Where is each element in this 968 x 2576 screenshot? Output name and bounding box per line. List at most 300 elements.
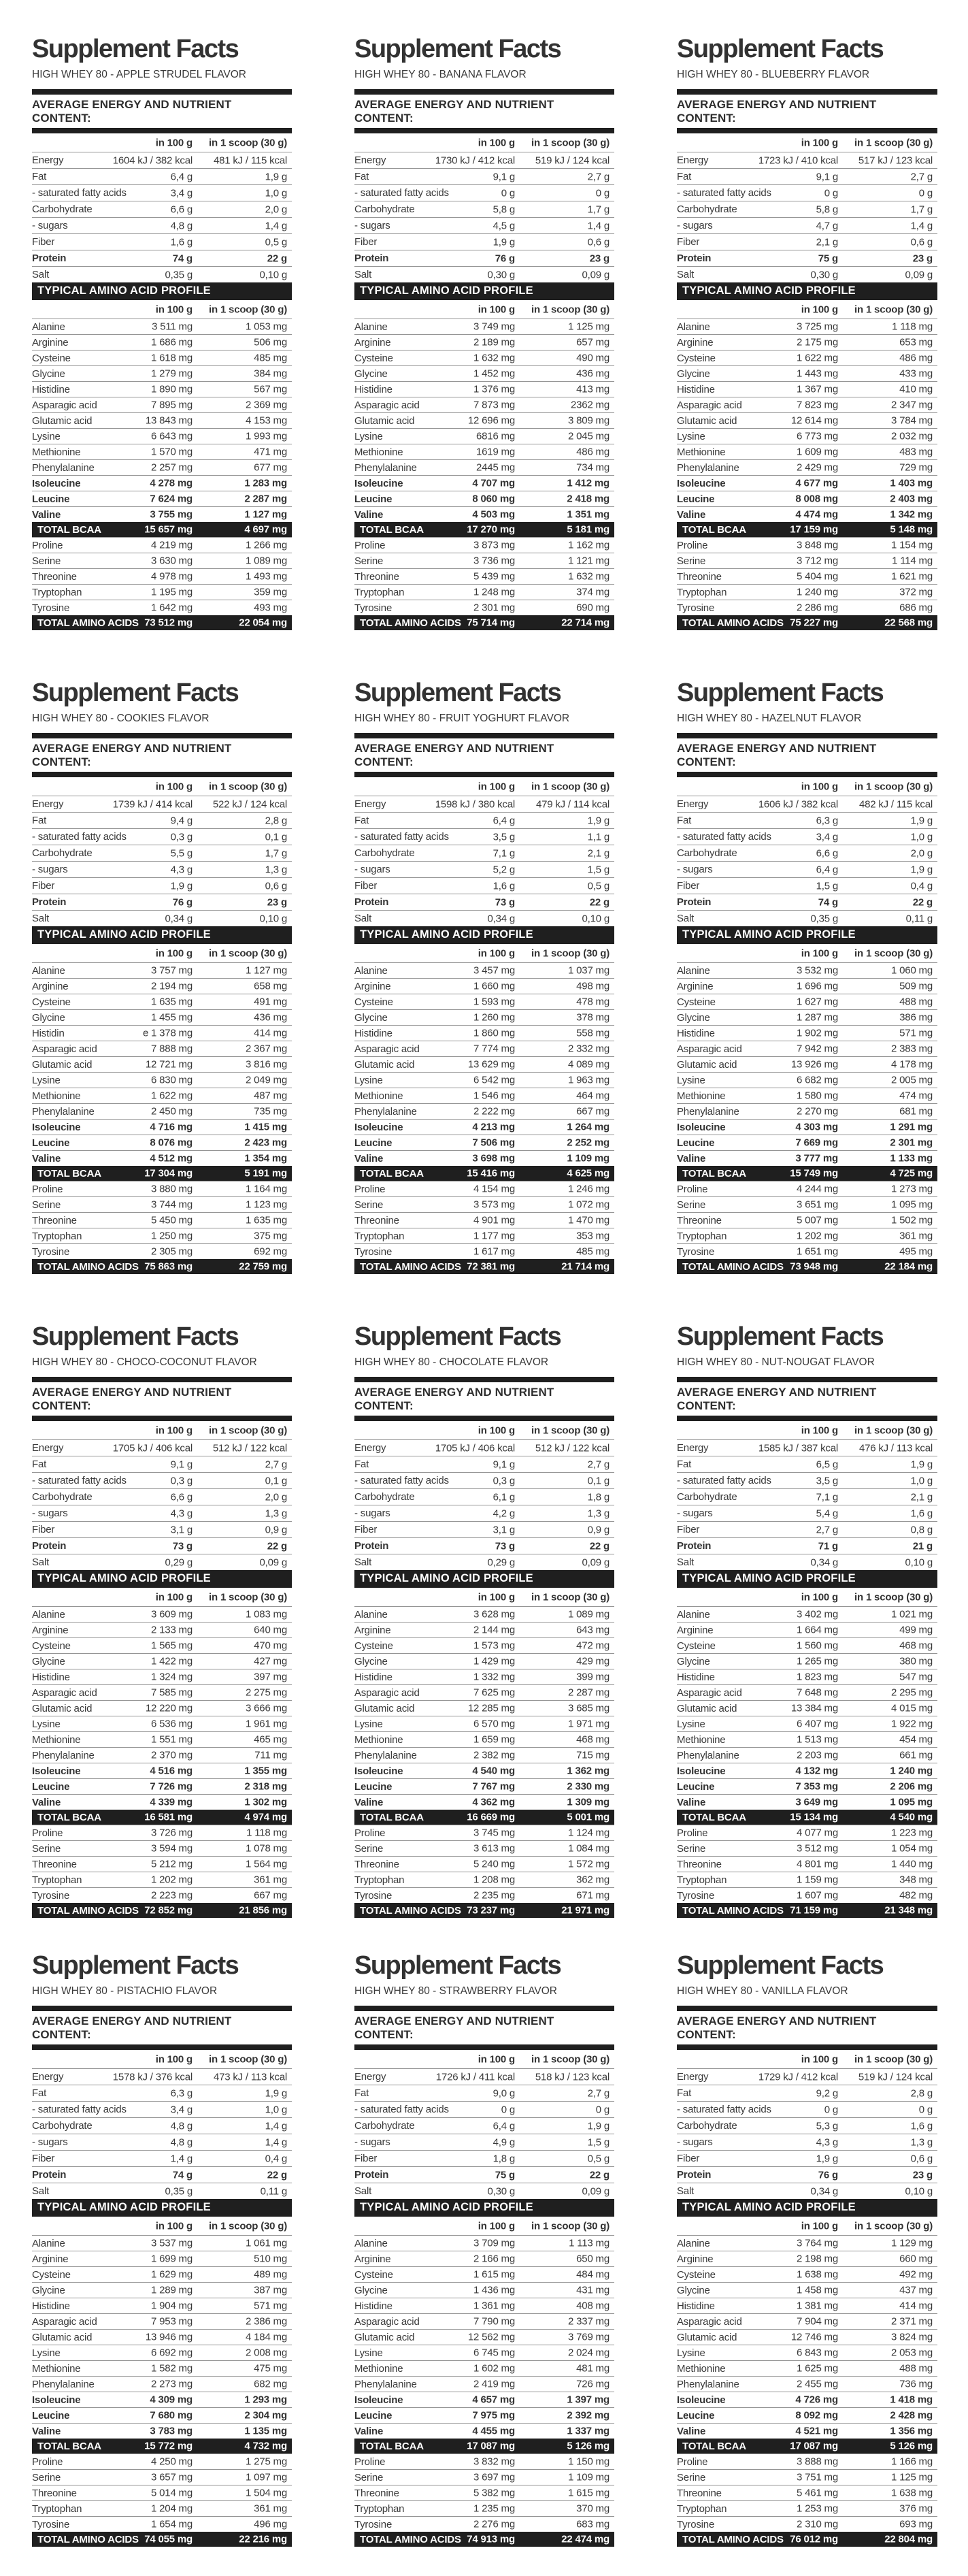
amino-row [677,1228,937,1243]
row-label: Threonine [677,1214,722,1226]
value-scoop: 372 mg [899,586,933,598]
row-label: Isoleucine [32,477,81,489]
value-scoop: 1 150 mg [568,2456,610,2468]
value-scoop: 686 mg [899,602,933,614]
value-100g: 3 512 mg [797,1842,838,1855]
amino-row [677,397,937,412]
value-scoop: 476 kJ / 113 kcal [858,1442,933,1454]
column-header-row [677,2217,937,2235]
amino-row [354,428,614,444]
value-100g: 1 629 mg [151,2268,193,2281]
column-header-row [354,133,614,152]
value-100g: 7 506 mg [472,1137,515,1149]
value-scoop: 3 824 mg [891,2331,933,2343]
row-label: Protein [677,2169,712,2181]
value-scoop: 2 386 mg [246,2315,287,2328]
amino-row [677,1009,937,1025]
row-label: Alanine [32,964,65,977]
value-100g: 2 429 mg [797,461,838,474]
amino-table [354,2235,614,2547]
value-100g: 6 643 mg [151,430,193,442]
row-label: Cysteine [354,352,393,364]
value-scoop: 436 mg [576,368,610,380]
row-label: Histidine [677,2300,715,2312]
value-scoop: 4 697 mg [244,523,287,536]
value-100g: 2 222 mg [473,1105,515,1118]
row-label: TOTAL AMINO ACIDS [682,1904,784,1917]
amino-row [32,1072,292,1088]
row-label: - sugars [677,220,713,231]
value-scoop: 0,09 g [259,1556,287,1568]
nutrient-row [677,2166,937,2183]
value-scoop: 692 mg [254,1245,287,1258]
value-scoop: 5 001 mg [567,1811,610,1823]
value-scoop: 3 816 mg [246,1058,287,1071]
value-100g: 71 g [818,1540,838,1552]
value-scoop: 485 mg [576,1245,610,1258]
amino-row [677,1856,937,1872]
value-100g: 4 309 mg [150,2394,193,2406]
value-scoop: 375 mg [254,1230,287,1242]
amino-row [32,1747,292,1763]
amino-row [354,584,614,600]
value-scoop: 1,3 g [265,1507,287,1519]
column-header-row [32,1421,292,1439]
amino-row [354,1872,614,1887]
value-100g: 4,3 g [816,2136,838,2148]
value-100g: 5 439 mg [473,570,515,583]
amino-row [32,1637,292,1653]
column-header-row [32,1588,292,1606]
amino-row [677,2266,937,2282]
value-100g: 3 573 mg [473,1199,515,1211]
value-100g: 7 680 mg [150,2409,193,2422]
value-scoop: 2 206 mg [890,1780,933,1793]
value-100g: 13 629 mg [467,1058,515,1071]
row-label: Isoleucine [677,1121,726,1133]
value-scoop: 361 mg [254,1874,287,1886]
amino-row [354,1810,614,1825]
panel-title: Supplement Facts [677,679,884,707]
value-100g: 1 622 mg [797,352,838,364]
nutrient-row [32,1505,292,1521]
nutrient-section-header: AVERAGE ENERGY AND NUTRIENT CONTENT: [354,2015,554,2041]
nutrient-row [32,266,292,282]
value-scoop: 361 mg [899,1230,933,1242]
row-label: Serine [677,1842,706,1855]
amino-row [677,1119,937,1135]
value-100g: 2 203 mg [797,1749,838,1761]
nutrient-row [354,233,614,250]
row-label: - saturated fatty acids [32,1475,127,1486]
value-scoop: 22 g [589,1540,610,1552]
value-scoop: 0,6 g [910,236,933,248]
value-100g: 2445 mg [476,461,515,474]
value-100g: 7 624 mg [150,493,193,505]
row-label: Leucine [32,493,70,505]
row-label: Protein [32,2169,67,2181]
row-label: Methionine [32,1090,81,1102]
row-label: Tryptophan [32,586,82,598]
row-label: Tryptophan [32,1874,82,1886]
value-100g: 0,34 g [165,913,193,924]
row-label: Lysine [354,2347,383,2359]
amino-row [354,1259,614,1274]
value-scoop: 519 kJ / 124 kcal [858,2071,933,2083]
value-scoop: 1 355 mg [244,1765,287,1777]
nutrient-row [354,1488,614,1505]
value-100g: 0,30 g [810,269,838,280]
nutrient-row [354,796,614,812]
value-scoop: 0,10 g [582,913,610,924]
amino-row [354,2329,614,2345]
value-100g: 1 582 mg [151,2362,193,2375]
value-scoop: 490 mg [576,352,610,364]
value-scoop: 348 mg [899,1874,933,1886]
row-label: Glutamic acid [354,1058,415,1071]
row-label: Asparagic acid [32,399,97,411]
value-100g: 4 250 mg [151,2456,193,2468]
amino-row [32,568,292,584]
value-scoop: 4 540 mg [890,1811,933,1823]
value-scoop: 1,7 g [587,203,610,215]
row-label: Protein [677,896,712,908]
value-100g: 5,5 g [170,847,193,859]
row-label: Asparagic acid [677,1043,742,1055]
value-scoop: 3 685 mg [568,1702,610,1714]
value-100g: 6 692 mg [151,2347,193,2359]
value-scoop: 1 342 mg [890,508,933,521]
value-100g: 9,2 g [816,2087,838,2099]
amino-row [354,1856,614,1872]
divider-bar [32,89,292,95]
value-scoop: 2 403 mg [890,493,933,505]
amino-section-header: TYPICAL AMINO ACID PROFILE [354,282,614,300]
row-label: Isoleucine [354,1765,403,1777]
value-100g: 2 310 mg [797,2518,838,2530]
value-100g: 3,4 g [816,831,838,843]
value-scoop: 454 mg [899,1733,933,1746]
value-100g: 3 745 mg [473,1827,515,1839]
row-label: TOTAL AMINO ACIDS [37,1904,139,1917]
nutrient-table [354,2068,614,2199]
amino-row [677,1810,937,1825]
row-label: Histidine [354,1027,393,1039]
amino-row [354,1653,614,1669]
value-100g: 76 012 mg [790,2533,838,2545]
value-scoop: 1,5 g [587,864,610,875]
nutrient-row [677,1554,937,1570]
amino-row [32,1684,292,1700]
value-100g: 2 223 mg [151,1889,193,1902]
value-scoop: 2 330 mg [567,1780,610,1793]
value-100g: 3 630 mg [151,555,193,567]
row-label: Salt [677,1556,695,1568]
value-100g: 75 g [495,2169,515,2181]
col-header-100g: in 100 g [155,781,193,792]
row-label: Glutamic acid [32,1058,93,1071]
divider-bar [677,2006,937,2011]
row-label: Leucine [354,2409,393,2422]
row-label: Lysine [32,1718,61,1730]
amino-row [354,365,614,381]
value-scoop: 4 625 mg [567,1167,610,1179]
row-label: Asparagic acid [354,1686,420,1699]
amino-row [354,1041,614,1056]
value-100g: 4 213 mg [472,1121,515,1133]
nutrient-row [354,2166,614,2183]
value-scoop: 1 060 mg [891,964,933,977]
value-100g: 4,5 g [493,220,515,231]
panel-title: Supplement Facts [677,35,884,63]
row-label: Tryptophan [677,1230,727,1242]
row-label: Salt [677,2185,695,2197]
value-100g: 12 285 mg [467,1702,515,1714]
row-label: Protein [354,2169,389,2181]
value-100g: 6 570 mg [473,1718,515,1730]
value-scoop: 414 mg [899,2300,933,2312]
nutrient-row [677,201,937,217]
value-100g: 13 384 mg [790,1702,838,1714]
value-100g: 3 880 mg [151,1183,193,1195]
row-label: Cysteine [354,1640,393,1652]
nutrient-row [32,861,292,877]
nutrient-row [354,266,614,282]
nutrient-row [32,168,292,184]
amino-row [677,537,937,553]
amino-row [32,2532,292,2547]
row-label: Serine [32,555,61,567]
row-label: Valine [32,2425,61,2437]
value-scoop: 1,4 g [265,2120,287,2132]
amino-row [677,1606,937,1622]
value-scoop: 397 mg [254,1671,287,1683]
value-100g: 4,7 g [816,220,838,231]
row-label: Threonine [677,570,722,583]
value-100g: 73 948 mg [790,1260,838,1273]
value-100g: 4 278 mg [150,477,193,489]
row-label: - sugars [354,220,390,231]
value-100g: 2 382 mg [473,1749,515,1761]
value-scoop: 2,0 g [910,847,933,859]
value-100g: 1 627 mg [797,996,838,1008]
flavor-subtitle: HIGH WHEY 80 - CHOCO-COCONUT FLAVOR [32,1356,257,1368]
nutrient-section-header: AVERAGE ENERGY AND NUTRIENT CONTENT: [677,98,877,125]
nutrient-row [32,1554,292,1570]
value-scoop: 2 332 mg [568,1043,610,1055]
value-scoop: 2,0 g [265,1491,287,1503]
value-100g: 4,8 g [170,2136,193,2148]
value-100g: 1 513 mg [797,1733,838,1746]
value-scoop: 509 mg [899,980,933,992]
row-label: Leucine [32,1780,70,1793]
value-scoop: 1 053 mg [246,321,287,333]
amino-row [677,962,937,978]
col-header-scoop: in 1 scoop (30 g) [854,304,933,315]
row-label: Serine [32,1842,61,1855]
row-label: Glycine [677,1655,710,1667]
value-scoop: 427 mg [254,1655,287,1667]
value-scoop: 1 356 mg [890,2425,933,2437]
value-100g: 1 618 mg [151,352,193,364]
row-label: Glycine [677,2284,710,2296]
value-100g: 75 g [818,252,838,264]
amino-section-header: TYPICAL AMINO ACID PROFILE [677,2199,937,2217]
divider-bar [677,772,937,777]
amino-row [32,1763,292,1778]
row-label: Histidine [677,1671,715,1683]
amino-row [32,412,292,428]
row-label: Threonine [354,1858,399,1870]
amino-row [354,1716,614,1731]
amino-section-header: TYPICAL AMINO ACID PROFILE [32,2199,292,2217]
amino-row [677,553,937,568]
row-label: Glycine [32,368,65,380]
amino-table [354,962,614,1274]
amino-row [32,1856,292,1872]
nutrient-row [32,2183,292,2199]
col-header-100g: in 100 g [155,137,193,148]
supplement-panel [322,1288,645,1931]
value-100g: 1 376 mg [473,383,515,395]
value-scoop: 1 109 mg [568,2471,610,2483]
row-label: Energy [354,154,386,166]
row-label: Isoleucine [677,477,726,489]
amino-row [354,522,614,537]
row-label: Alanine [354,1608,388,1620]
row-label: Protein [32,252,67,264]
col-header-100g: in 100 g [155,304,193,315]
value-100g: 1 195 mg [151,586,193,598]
row-label: Energy [354,1442,386,1454]
supplement-panel [322,0,645,644]
col-header-100g: in 100 g [801,1591,838,1603]
value-scoop: 414 mg [254,1027,287,1039]
value-100g: 17 087 mg [790,2440,838,2452]
nutrient-section-header: AVERAGE ENERGY AND NUTRIENT CONTENT: [677,1386,877,1412]
value-scoop: 1,1 g [587,831,610,843]
value-100g: 1 240 mg [797,586,838,598]
col-header-100g: in 100 g [155,1591,193,1603]
row-label: Phenylalanine [677,1105,739,1118]
nutrient-section-header: AVERAGE ENERGY AND NUTRIENT CONTENT: [32,2015,232,2041]
value-100g: 0,35 g [165,2185,193,2197]
panel-title: Supplement Facts [354,1322,561,1351]
row-label: Leucine [677,493,715,505]
divider-bar [354,1416,614,1421]
amino-row [354,1747,614,1763]
nutrient-row [354,845,614,861]
value-scoop: 1 963 mg [568,1074,610,1086]
value-scoop: 1 123 mg [246,1199,287,1211]
value-scoop: 2 008 mg [246,2347,287,2359]
value-100g: 3 726 mg [151,1827,193,1839]
supplement-panel [322,644,645,1288]
value-100g: 6 407 mg [797,1718,838,1730]
value-scoop: 2,7 g [910,171,933,182]
amino-row [677,1243,937,1259]
value-100g: 3 651 mg [797,1199,838,1211]
value-100g: 0,35 g [165,269,193,280]
value-100g: 72 852 mg [144,1904,193,1917]
value-100g: 3 725 mg [797,321,838,333]
value-100g: 3 657 mg [151,2471,193,2483]
nutrient-row [354,2101,614,2117]
flavor-subtitle: HIGH WHEY 80 - COOKIES FLAVOR [32,713,210,724]
value-100g: 6,1 g [493,1491,515,1503]
value-100g: 5,4 g [816,1507,838,1519]
nutrient-row [677,861,937,877]
value-100g: 3 888 mg [797,2456,838,2468]
value-100g: 6816 mg [476,430,515,442]
value-scoop: 1,3 g [587,1507,610,1519]
value-scoop: 2 418 mg [567,493,610,505]
amino-row [32,1150,292,1166]
amino-row [32,506,292,522]
amino-row [32,1887,292,1903]
nutrient-row [32,217,292,233]
value-scoop: 376 mg [899,2502,933,2515]
value-scoop: 1 095 mg [890,1796,933,1808]
row-label: Lysine [677,1074,705,1086]
value-scoop: 3 769 mg [568,2331,610,2343]
row-label: Cysteine [677,2268,716,2281]
value-100g: 4,2 g [493,1507,515,1519]
amino-row [677,1259,937,1274]
value-scoop: 1 502 mg [891,1214,933,1226]
value-scoop: 378 mg [576,1011,610,1024]
amino-row [677,506,937,522]
row-label: Methionine [354,446,403,458]
value-100g: 12 220 mg [145,1702,193,1714]
amino-row [32,1119,292,1135]
row-label: Salt [354,913,372,924]
col-header-scoop: in 1 scoop (30 g) [531,2220,610,2232]
amino-row [32,1056,292,1072]
value-100g: 1 565 mg [151,1640,193,1652]
amino-row [677,2392,937,2407]
amino-row [677,2313,937,2329]
value-scoop: 0,9 g [587,1524,610,1535]
nutrient-section-header: AVERAGE ENERGY AND NUTRIENT CONTENT: [677,742,877,768]
value-scoop: 470 mg [254,1640,287,1652]
value-scoop: 2 428 mg [890,2409,933,2422]
amino-row [677,568,937,584]
value-scoop: 2 032 mg [891,430,933,442]
value-scoop: 1 403 mg [890,477,933,489]
value-scoop: 1,0 g [265,187,287,199]
value-100g: 7 895 mg [151,399,193,411]
amino-row [677,2376,937,2392]
value-scoop: 481 mg [576,2362,610,2375]
value-100g: 2 270 mg [797,1105,838,1118]
nutrient-row [354,1456,614,1472]
row-label: Fiber [32,1524,55,1535]
value-scoop: 1 993 mg [246,430,287,442]
value-scoop: 1 125 mg [568,321,610,333]
row-label: TOTAL BCAA [682,1167,746,1179]
value-scoop: 473 kJ / 113 kcal [213,2071,287,2083]
amino-row [677,1622,937,1637]
row-label: Cysteine [32,2268,71,2281]
amino-row [677,459,937,475]
row-label: - saturated fatty acids [354,187,449,199]
value-scoop: 1,9 g [587,815,610,826]
value-scoop: 1 266 mg [246,539,287,551]
value-scoop: 482 kJ / 115 kcal [858,798,933,810]
amino-row [677,491,937,506]
amino-table [32,2235,292,2547]
